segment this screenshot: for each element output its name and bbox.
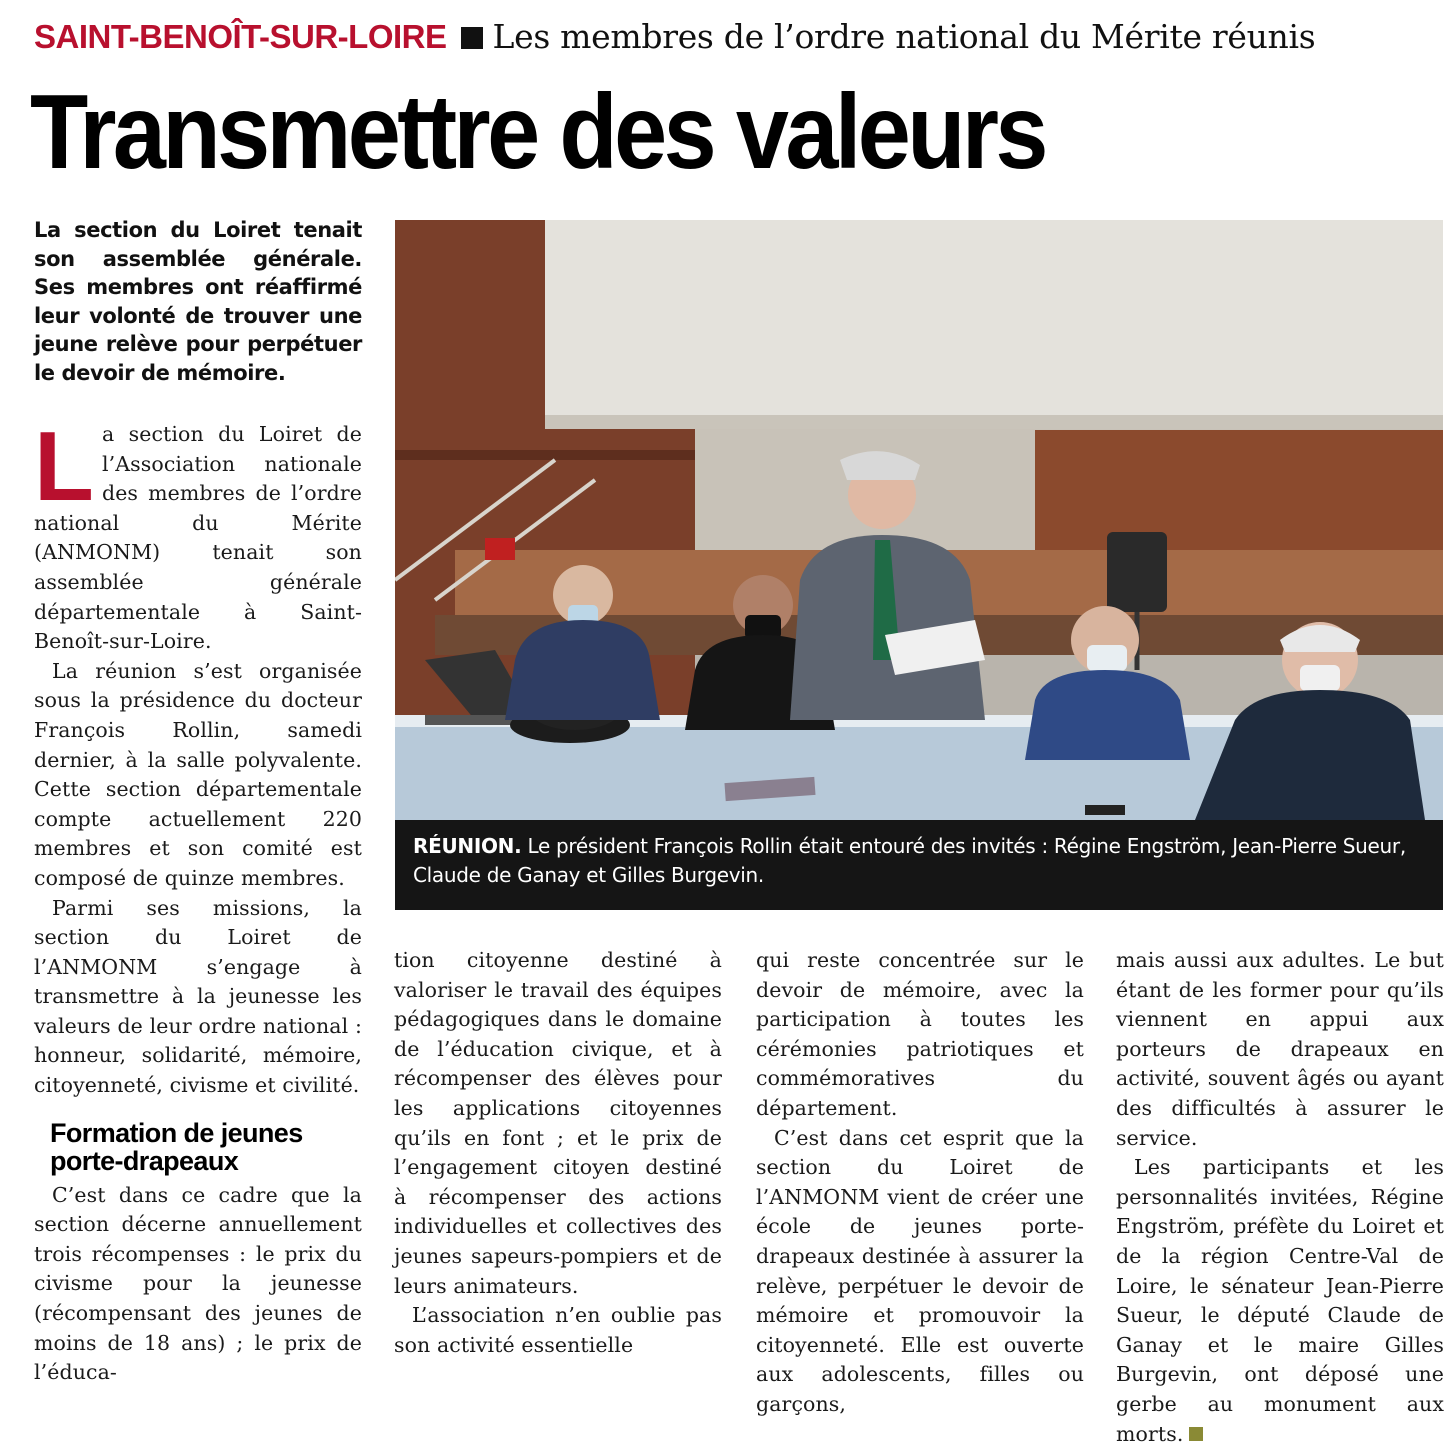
- article-paragraph: [1116, 1153, 1444, 1449]
- paragraph-text: Les participants et les personnalités invitées, Régine Engström, préfète du Loiret et de la région Centre-Val de Loire, le sénateur Jean-Pierre Sueur, le député Claude de Ganay et le maire Gilles Burgevin, ont déposé une gerbe au monument aux morts.: [1116, 1155, 1444, 1446]
- article-column-4: [1116, 946, 1444, 1449]
- article-paragraph: Parmi ses missions, la section du Loiret de l’ANMONM s’engage à transmettre à la jeunesse les valeurs de leur ordre national : honneur, solidarité, mémoire, citoyenneté, civisme et civilité.: [34, 895, 362, 1098]
- photo-caption: [395, 820, 1443, 910]
- meeting-photo: [395, 220, 1443, 820]
- article-paragraph: mais aussi aux adultes. Le but étant de les former pour qu’ils viennent en appui aux porteurs de drapeaux en activité, souvent âgés ou ayant des difficultés à assurer le service.: [1116, 948, 1444, 1150]
- article-paragraph: C’est dans cet esprit que la section du Loiret de l’ANMONM vient de créer une école de jeunes porte-drapeaux destinée à assurer la relève, perpétuer le devoir de mémoire et promouvoir la citoyenneté. Elle est ouverte aux adolescents, filles ou garçons,: [756, 1125, 1084, 1416]
- section-subhead: Formation de jeunes porte-drapeaux: [50, 1117, 303, 1176]
- separator-square-icon: [461, 27, 483, 49]
- location-label: SAINT-BENOÎT-SUR-LOIRE: [34, 18, 447, 55]
- caption-label: RÉUNION.: [413, 834, 522, 858]
- article-column-3: [756, 946, 1084, 1420]
- article-paragraph: La réunion s’est organisée sous la présidence du docteur François Rollin, samedi dernier, à la salle polyvalente. Cette section départementale compte actuellement 220 membres et son comité est composé de quinze membres.: [34, 658, 362, 890]
- article-column-2: [394, 946, 722, 1360]
- caption-text: Le président François Rollin était entouré des invités : Régine Engström, Jean-Pierre Sueur, Claude de Ganay et Gilles Burgevin.: [413, 834, 1406, 887]
- end-mark-icon: [1189, 1427, 1203, 1441]
- article-paragraph: L’association n’en oublie pas son activité essentielle: [394, 1303, 722, 1357]
- lead-paragraph: La section du Loiret tenait son assemblée générale. Ses membres ont réaffirmé leur volonté de trouver une jeune relève pour perpétuer le devoir de mémoire.: [34, 218, 362, 385]
- article-paragraph: [34, 411, 362, 657]
- kicker-line: [34, 14, 1434, 60]
- article-paragraph: qui reste concentrée sur le devoir de mémoire, avec la participation à toutes les cérémonies patriotiques et commémoratives du département.: [756, 948, 1084, 1120]
- drop-cap: L: [34, 411, 94, 521]
- headline: Transmettre des valeurs: [30, 73, 1045, 191]
- article-column-1: [34, 411, 362, 1388]
- article-paragraph: tion citoyenne destiné à valoriser le travail des équipes pédagogiques dans le domaine de l’éducation civique, et à récompenser des élèves pour les applications citoyennes qu’ils en font ; et le prix de l’engagement citoyen destiné à récompenser des actions individuelles et collectives des jeunes sapeurs-pompiers et de leurs animateurs.: [394, 948, 722, 1298]
- paragraph-text: a section du Loiret de l’Association nationale des membres de l’ordre national du Mérite (ANMONM) tenait son assemblée générale départementale à Saint-Benoît-sur-Loire.: [34, 422, 362, 654]
- kicker-subject: Les membres de l’ordre national du Mérite réunis: [492, 17, 1316, 56]
- article-paragraph: C’est dans ce cadre que la section décerne annuellement trois récompenses : le prix du civisme pour la jeunesse (récompensant des jeunes de moins de 18 ans) ; le prix de l’éduca-: [34, 1182, 362, 1385]
- meeting-photo-illustration: [395, 220, 1443, 820]
